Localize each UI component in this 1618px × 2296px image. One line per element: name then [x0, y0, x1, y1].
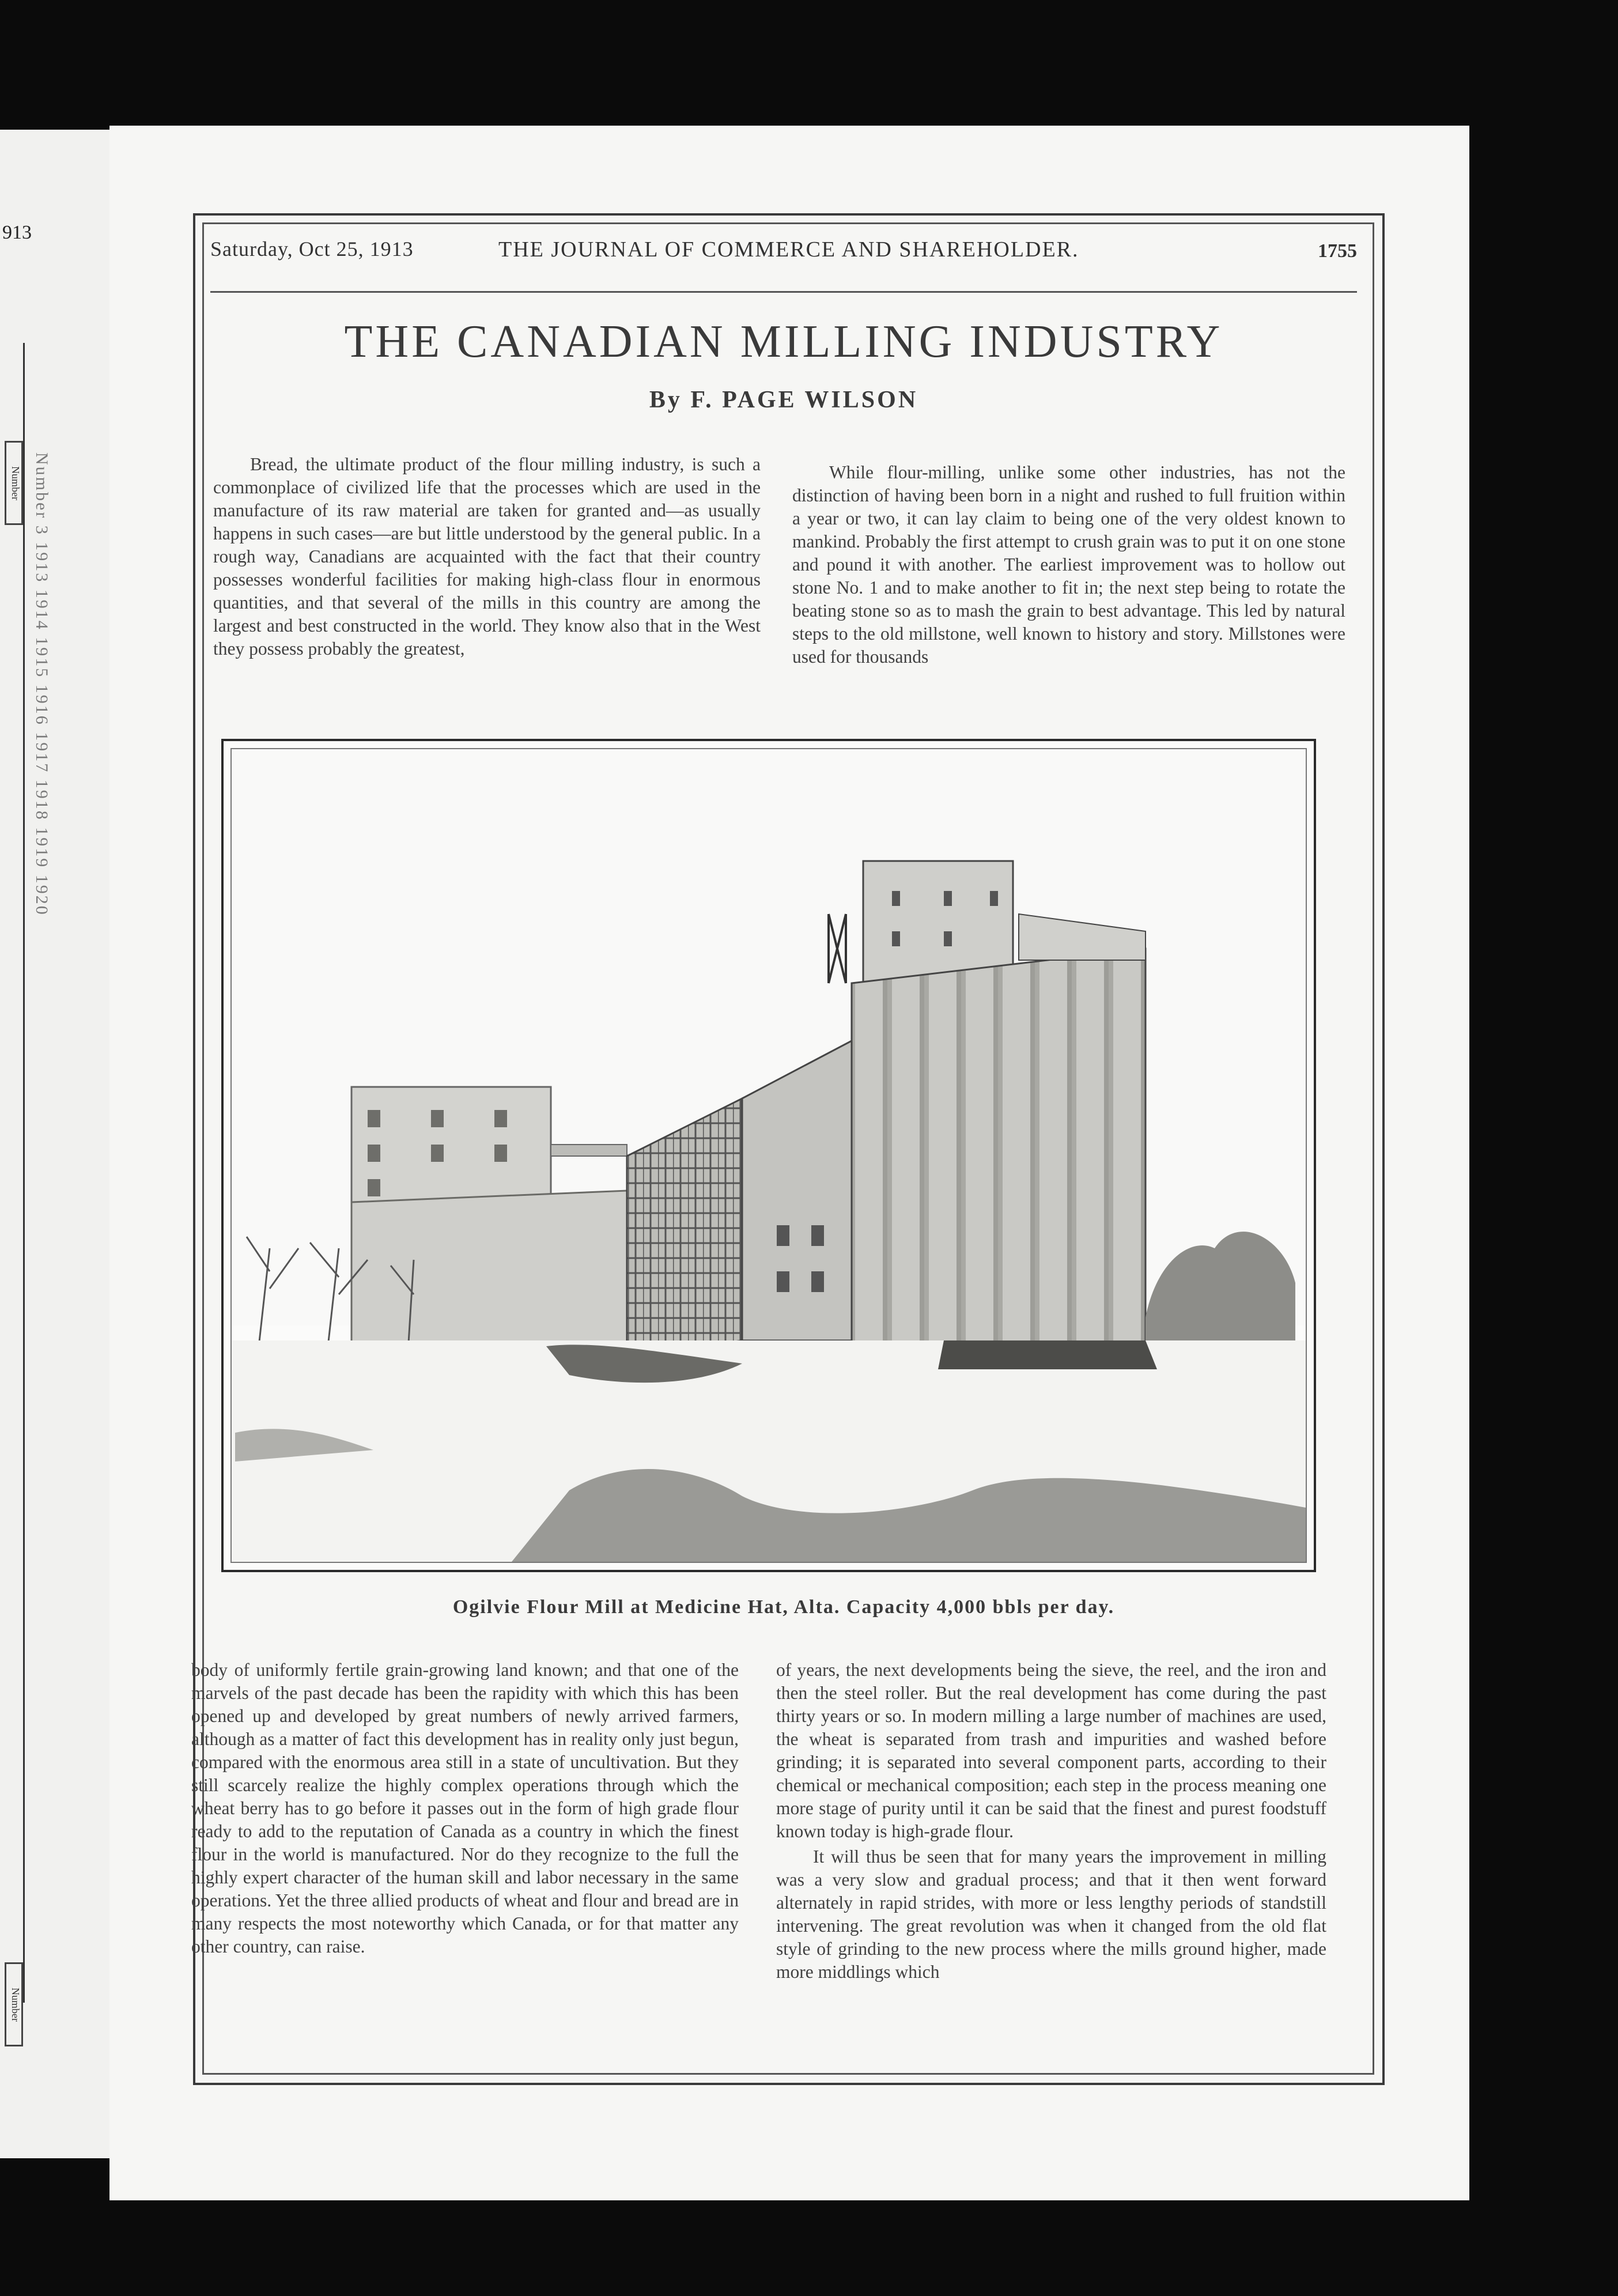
previous-page-tab-label: Number: [5, 441, 23, 525]
column-bottom-left: [191, 1659, 739, 1958]
paragraph: It will thus be seen that for many years the improvement in milling was a very slow and gradual process; and that it then went forward alternately in rapid strides, with more or less lengthy periods of standstill intervening. The great revolution was when it changed from the old flat style of grinding to the new process where the mills ground higher, made more middlings which: [776, 1846, 1326, 1982]
paragraph: Bread, the ultimate product of the flour milling industry, is such a commonplace of civilized life that the processes which are used in the manufacture of its raw material are taken for granted and—as usually happens in such cases—are but little understood by the general public. In a rough way, Canadians are acquainted with the fact that their country possesses wonderful facilities for making high-class flour in enormous quantities, and that several of the mills in this country are among the largest and best constructed in the world. They know also that in the West they possess probably the greatest,: [213, 454, 761, 659]
previous-page-number: 913: [2, 222, 32, 243]
mill-illustration: [224, 741, 1314, 1570]
photo-caption: Ogilvie Flour Mill at Medicine Hat, Alta. Capacity 4,000 bbls per day.: [452, 1596, 1115, 1618]
journal-name: THE JOURNAL OF COMMERCE AND SHAREHOLDER.: [498, 237, 1079, 262]
previous-page-vertical-text: Number 3 1913 1914 1915 1916 1917 1918 1919 1920: [32, 452, 51, 916]
previous-page-strip: [0, 130, 109, 2158]
mill-photograph: [221, 739, 1316, 1572]
paragraph: While flour-milling, unlike some other industries, has not the distinction of having been born in a night and rushed to full fruition within a year or two, it can lay claim to being one of the very oldest known to mankind. Probably the first attempt to crush grain was to put it on one stone and pound it with another. The earliest improvement was to hollow out stone No. 1 and to make another to fit in; the next step being to rotate the beating stone so as to mash the grain to best advantage. This led by natural steps to the old millstone, well known to history and story. Millstones were used for thousands: [792, 462, 1345, 667]
paragraph: body of uniformly fertile grain-growing land known; and that one of the marvels of the past decade has been the rapidity with which this has been opened up and developed by great numbers of newly arrived farmers, although as a matter of fact this development has in reality only just begun, compared with the enormous area still in a state of uncultivation. But they still scarcely realize the highly complex operations through which the wheat berry has to go before it passes out in the form of high grade flour ready to add to the reputation of Canada as a country in which the finest flour in the world is manufactured. Nor do they recognize to the full the highly expert character of the human skill and labor necessary in the same operations. Yet the three allied products of wheat and flour and bread are in many respects the most noteworthy which Canada, or for that matter any other country, can raise.: [191, 1660, 739, 1957]
previous-page-rule: [23, 343, 25, 2003]
article-byline: By F. PAGE WILSON: [649, 387, 918, 413]
article-title: THE CANADIAN MILLING INDUSTRY: [344, 316, 1223, 367]
previous-page-tab-label-lower: Number: [5, 1962, 23, 2046]
header-rule: [210, 291, 1357, 293]
running-header: [210, 233, 1363, 274]
column-top-left: [213, 453, 761, 660]
column-bottom-right: [776, 1659, 1326, 1984]
column-top-right: [792, 461, 1345, 669]
issue-date: Saturday, Oct 25, 1913: [210, 237, 414, 260]
paragraph: of years, the next developments being the sieve, the reel, and the iron and then the steel roller. But the real development has come during the past thirty years or so. In modern milling a large number of machines are used, the wheat is separated from trash and impurities and washed before grinding; it is separated into several component parts, according to their chemical or mechanical composition; each step in the process meaning one more stage of purity until it can be said that the finest and purest foodstuff known today is high-grade flour.: [776, 1660, 1326, 1841]
page-number: 1755: [1318, 240, 1357, 262]
